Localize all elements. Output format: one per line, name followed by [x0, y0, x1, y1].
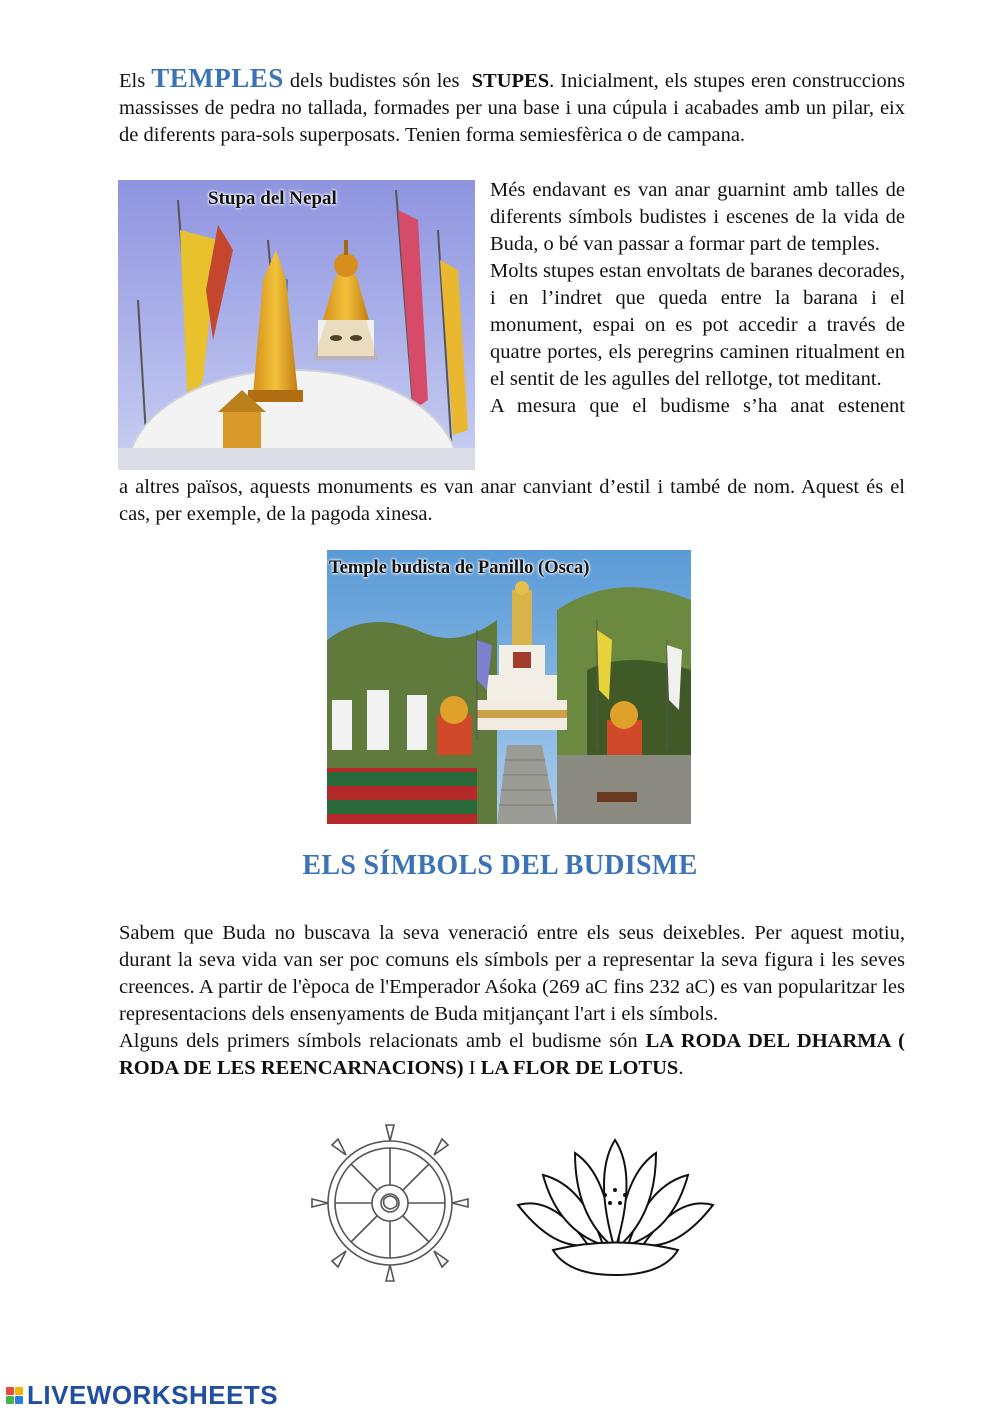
side-paragraphs [490, 177, 905, 420]
side-paragraph-1: Més endavant es van anar guarnint amb talles de diferents símbols budistes i escenes de la vida de Buda, o bé van passar a formar part de temples. [490, 179, 905, 255]
side-paragraph-3-continuation: a altres països, aquests monuments es van anar canviant d’estil i també de nom. Aquest és el cas, per exemple, de la pagoda xinesa. [119, 476, 905, 525]
stupa-nepal-photo [118, 180, 475, 470]
panillo-temple-caption: Temple budista de Panillo (Osca) [329, 558, 590, 578]
intro-text-2: . Inicialment, els stupes eren construccions massisses de pedra no tallada, formades per una base i una cúpula i acabades amb un pilar, eix de diferents para-sols superposats. Tenien forma semiesfèrica o de campana. [119, 70, 906, 146]
section-heading: ELS SÍMBOLS DEL BUDISME [302, 850, 698, 881]
paragraph-end: . [678, 1057, 684, 1079]
side-paragraph-3-start: A mesura que el budisme s’ha anat estenent [490, 395, 905, 417]
keyword-lotus-flower: LA FLOR DE LOTUS [480, 1057, 679, 1079]
lotus-flower-icon [513, 1135, 718, 1280]
symbols-paragraph-2 [119, 1028, 905, 1082]
stupa-nepal-caption: Stupa del Nepal [208, 188, 337, 209]
intro-word-els: Els [119, 70, 146, 92]
panillo-temple-illustration [327, 550, 691, 824]
symbols-paragraph-2-text: Alguns dels primers símbols relacionats amb el budisme són [119, 1030, 638, 1052]
intro-text-1: dels budistes són les [289, 70, 460, 92]
liveworksheets-brand: LIVEWORKSHEETS [27, 1379, 279, 1410]
liveworksheets-logo [6, 1380, 278, 1410]
conjunction: I [468, 1057, 476, 1079]
panillo-temple-photo [327, 550, 691, 824]
liveworksheets-logo-icon [6, 1387, 23, 1404]
keyword-stupes: STUPES [471, 70, 550, 92]
keyword-dharma-wheel: LA RODA DEL DHARMA ( RODA DE LES REENCARNACIONS) [119, 1030, 905, 1079]
stupa-nepal-illustration [118, 180, 475, 470]
symbols-paragraph-1: Sabem que Buda no buscava la seva veneració entre els seus deixebles. Per aquest motiu, durant la seva vida van ser poc comuns els símbols per a representar la seva figura i les seves creences. A partir de l'època de l'Emperador Aśoka (269 aC fins 232 aC) es van popularitzar les representacions dels ensenyaments de Buda mitjançant l'art i els símbols. [119, 922, 905, 1025]
keyword-temples: TEMPLES [151, 63, 284, 93]
intro-paragraph [119, 65, 905, 149]
side-paragraph-2: Molts stupes estan envoltats de baranes decorades, i en l’indret que queda entre la barana i el monument, espai on es pot accedir a través de quatre portes, els peregrins caminen ritualment en el sentit de les agulles del rellotge, tot meditant. [490, 260, 906, 390]
symbols-paragraphs [119, 920, 905, 1082]
dharma-wheel-icon [300, 1115, 480, 1290]
